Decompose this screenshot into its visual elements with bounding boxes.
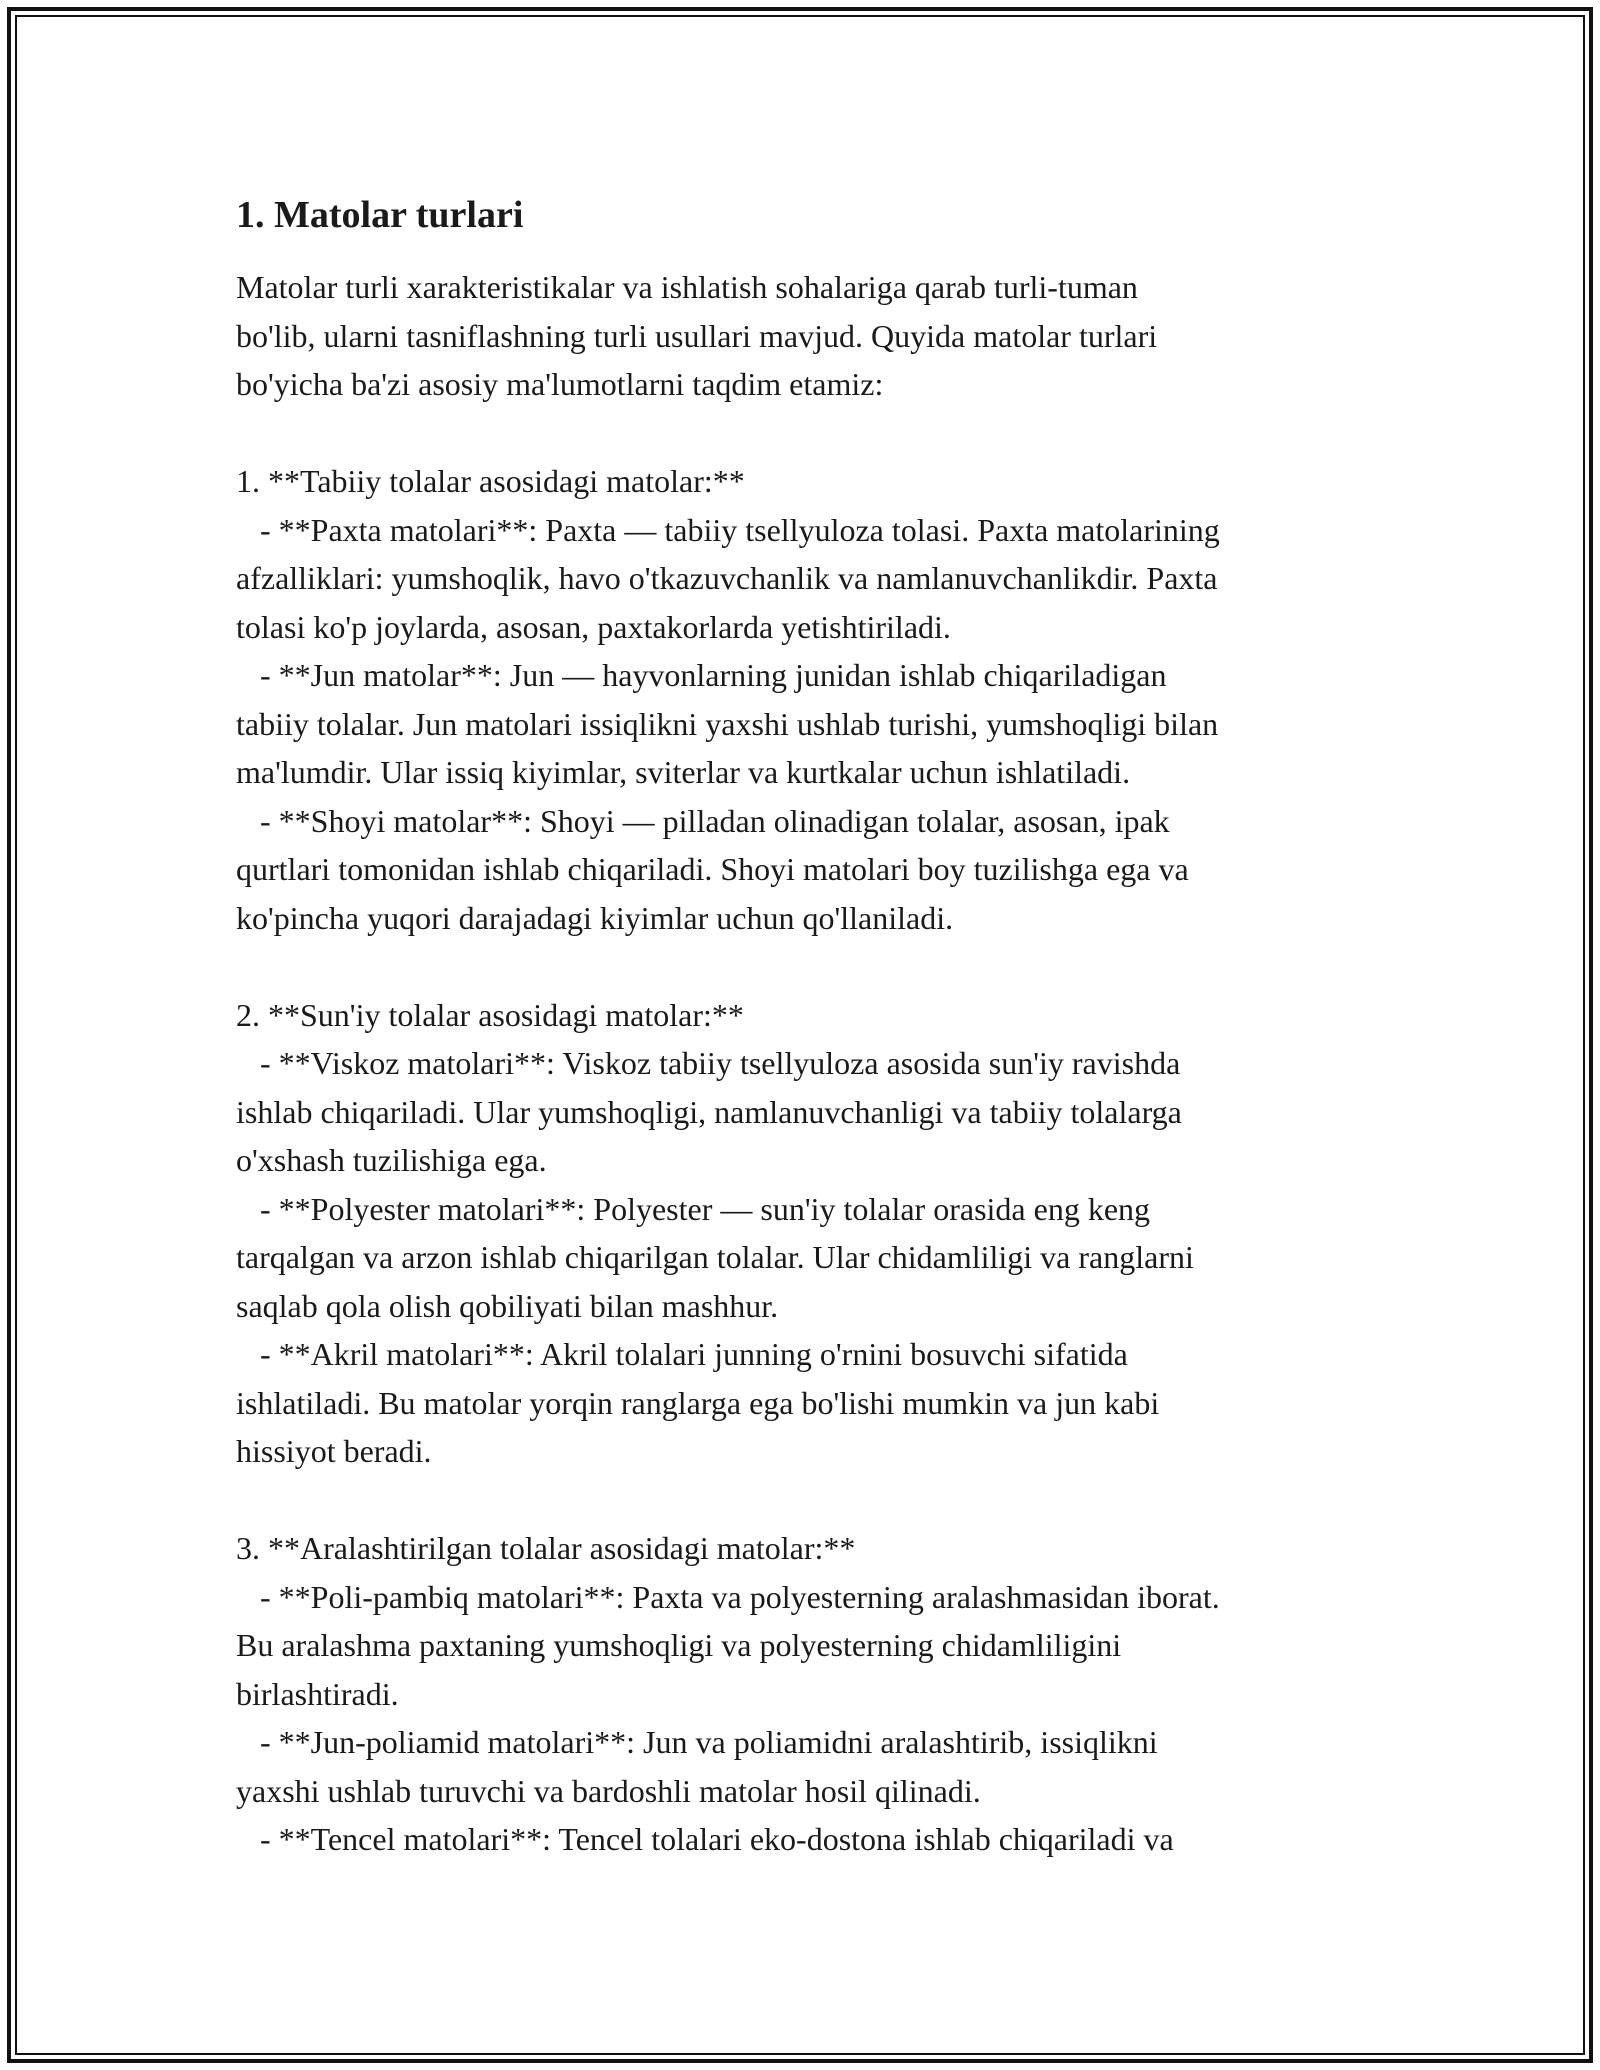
paragraph-gap	[236, 409, 1386, 458]
text-line: tabiiy tolalar. Jun matolari issiqlikni yaxshi ushlab turishi, yumshoqligi bilan	[236, 705, 1219, 742]
text-line: bo'yicha ba'zi asosiy ma'lumotlarni taqdim etamiz:	[236, 366, 884, 402]
text-line: tarqalgan va arzon ishlab chiqarilgan tolalar. Ular chidamliligi va ranglarni	[236, 1239, 1194, 1275]
text-line: 3. **Aralashtirilgan tolalar asosidagi matolar:**	[236, 1530, 856, 1566]
text-line: - **Viskoz matolari**: Viskoz tabiiy tsellyuloza asosida sun'iy ravishda	[236, 1045, 1181, 1081]
text-line: - **Akril matolari**: Akril tolalari junning o'rnini bosuvchi sifatida	[236, 1336, 1128, 1372]
text-line: yaxshi ushlab turuvchi va bardoshli matolar hosil qilinadi.	[236, 1772, 981, 1809]
text-line: bo'lib, ularni tasniflashning turli usullari mavjud. Quyida matolar turlari	[236, 317, 1158, 354]
text-line: ma'lumdir. Ular issiq kiyimlar, sviterlar va kurtkalar uchun ishlatiladi.	[236, 754, 1131, 790]
text-line: - **Polyester matolari**: Polyester — sun'iy tolalar orasida eng keng	[236, 1190, 1151, 1227]
text-line: qurtlari tomonidan ishlab chiqariladi. Shoyi matolari boy tuzilishga ega va	[236, 851, 1189, 887]
text-line: - **Poli-pambiq matolari**: Paxta va polyesterning aralashmasidan iborat.	[236, 1578, 1220, 1615]
text-line: - **Jun matolar**: Jun — hayvonlarning junidan ishlab chiqariladigan	[236, 657, 1167, 693]
document-text	[236, 263, 1386, 1864]
section-heading: 1. Matolar turlari	[236, 194, 524, 236]
text-line: ko'pincha yuqori darajadagi kiyimlar uchun qo'llaniladi.	[236, 899, 954, 936]
text-line: - **Paxta matolari**: Paxta — tabiiy tsellyuloza tolasi. Paxta matolarining	[236, 511, 1220, 548]
text-line: afzalliklari: yumshoqlik, havo o'tkazuvchanlik va namlanuvchanlikdir. Paxta	[236, 560, 1218, 596]
text-line: - **Tencel matolari**: Tencel tolalari eko-dostona ishlab chiqariladi va	[236, 1821, 1174, 1857]
text-line: birlashtiradi.	[236, 1675, 399, 1712]
text-line: ishlatiladi. Bu matolar yorqin ranglarga ega bo'lishi mumkin va jun kabi	[236, 1384, 1160, 1421]
text-line: hissiyot beradi.	[236, 1433, 432, 1469]
text-line: ishlab chiqariladi. Ular yumshoqligi, namlanuvchanligi va tabiiy tolalarga	[236, 1093, 1182, 1130]
document-body	[236, 187, 1386, 1864]
text-line: 2. **Sun'iy tolalar asosidagi matolar:**	[236, 996, 744, 1033]
text-line: Bu aralashma paxtaning yumshoqligi va polyesterning chidamliligini	[236, 1627, 1122, 1663]
text-line: - **Shoyi matolar**: Shoyi — pilladan olinadigan tolalar, asosan, ipak	[236, 802, 1170, 839]
text-line: Matolar turli xarakteristikalar va ishlatish sohalariga qarab turli-tuman	[236, 269, 1138, 305]
text-line: o'xshash tuzilishiga ega.	[236, 1142, 547, 1178]
text-line: tolasi ko'p joylarda, asosan, paxtakorlarda yetishtiriladi.	[236, 608, 951, 645]
paragraph-gap	[236, 1476, 1386, 1525]
text-line: - **Jun-poliamid matolari**: Jun va poliamidni aralashtirib, issiqlikni	[236, 1724, 1158, 1760]
text-line: saqlab qola olish qobiliyati bilan mashhur.	[236, 1287, 779, 1324]
paragraph-gap	[236, 942, 1386, 991]
text-line: 1. **Tabiiy tolalar asosidagi matolar:**	[236, 463, 745, 499]
